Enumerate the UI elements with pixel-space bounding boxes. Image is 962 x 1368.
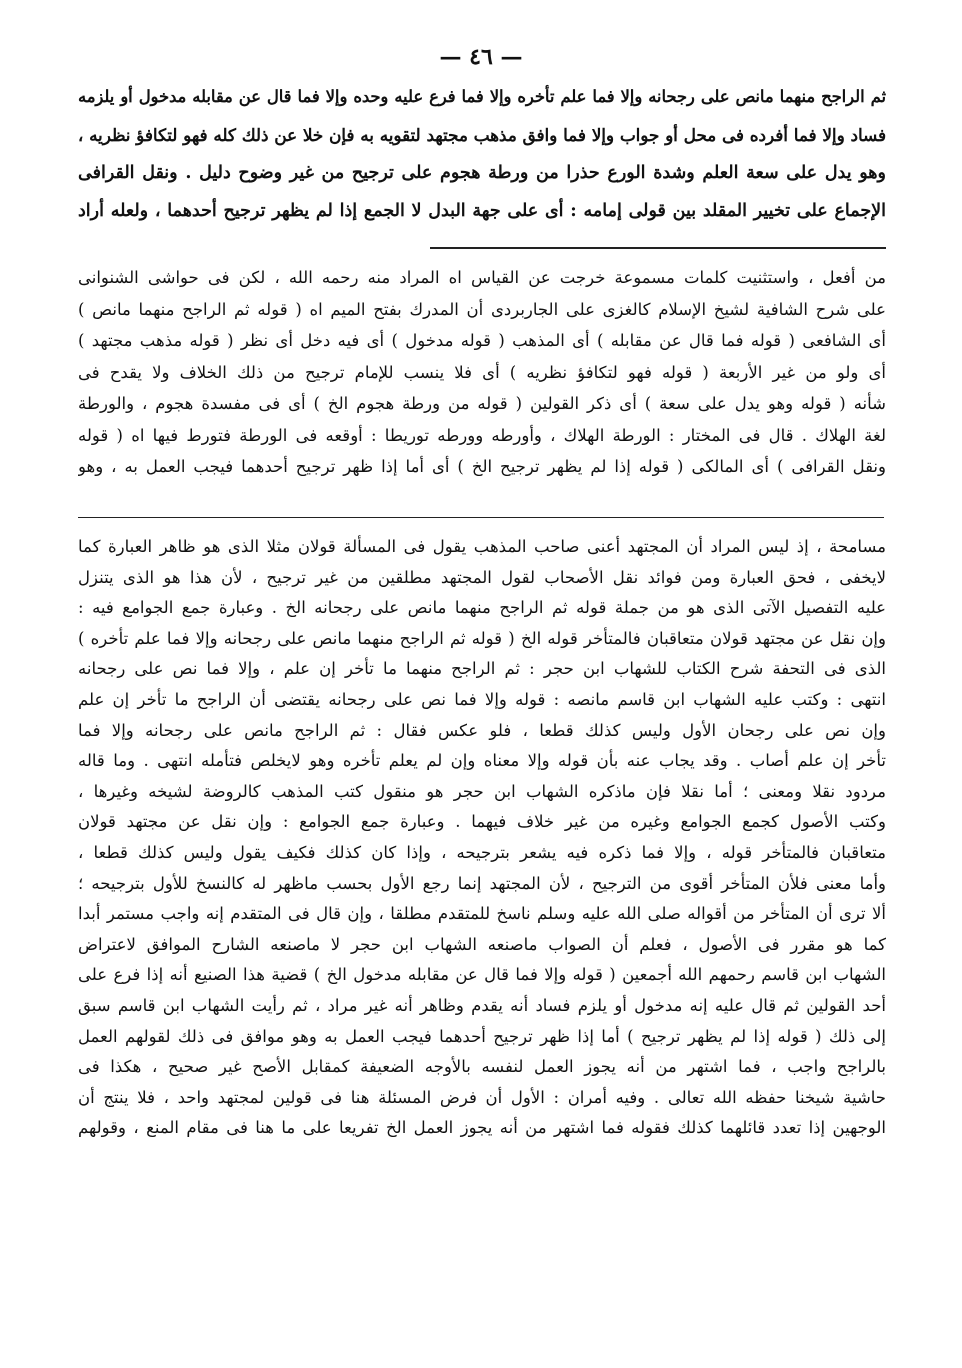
footnote-line: مردود نقلا ومعنى ؛ أما نقلا فإن ماذكره الشهاب ابن حجر هو منقول كتب المذهب كالروضة لشيخه وغيرها ،: [78, 781, 886, 801]
footnote-line: انتهى : وكتب عليه الشهاب ابن قاسم مانصه : قوله وإلا فما نص على رجحانه يقتضى أن الراجح ما تأخر إن علم: [78, 689, 886, 709]
footnote-line: وكتب الأصول كجمع الجوامع وغيره من غير خلاف فيهما . وعبارة جمع الجوامع : وإن نقل عن مجتهد قولان: [78, 812, 886, 832]
footnote-line: تأخر إن علم أصاب . وقد يجاب عنه بأن قوله وإلا معناه وإن لم يعلم تأخره وهو لايخلص فتأمله انتهى . وما قاله: [78, 751, 886, 771]
footnote-line: أى ولو من غير الأربعة ( قوله فهو لتكافؤ نظريه ) أى فلا ينسب للإمام ترجيح من ذلك الخلاف ولا يقدح فى: [78, 362, 886, 382]
footnote-line: أى الشافعى ( قوله فما قال عن مقابله ) أى المذهب ( قوله مدخول ) أى فيه دخل أى نظر ( قوله مذهب مجتهد ): [78, 331, 886, 350]
main-text-line: الإجماع على تخيير المقلد بين قولى إمامه : أى على جهة البدل لا الجمع إذا لم يظهر ترجيح أحدهما ، ولعله أراد: [78, 201, 886, 221]
main-text-block: [78, 78, 886, 230]
footnote-line: على شرح الشافية لشيخ الإسلام كالغزى على الجاربردى أن المدرك بفتح الميم اه ( قوله ثم الراجح منهما مانص ): [78, 299, 886, 319]
footnote-line: وإن نقل عن مجتهد قولان متعاقبان فالمتأخر قوله الخ ( قوله ثم الراجح منهما مانص على رجحانه وإلا فما علم تأخره ): [78, 628, 886, 648]
footnote-line: إلى ذلك ( قوله إذا لم يظهر ترجيح ) أما إذا ظهر ترجيح أحدهما فيجب العمل به وهو موافق فى ذلك لقولهم العمل: [78, 1026, 886, 1046]
footnote-line: من أفعل ، واستثنيت كلمات مسموعة خرجت عن القياس اه المراد منه رحمه الله ، لكن فى حواشى الشنوانى: [78, 268, 886, 287]
footnote-line: حاشية شيخنا حفظه الله تعالى . وفيه أمران : الأول أن فرض المسئلة هنا فى قولين لمجتهد واحد ، فلا ينتج أن: [78, 1087, 886, 1107]
footnote-line: لايخفى ، فحق العبارة ومن فوائد نقل الأصحاب لقول المجتهد مطلقين من غير ترجيح ، لأن هذا هو الذى يتنزل: [78, 567, 886, 587]
main-text-line: ثم الراجح منهما مانص على رجحانه وإلا فما علم تأخره وإلا فما فرع عليه وحده وإلا فما قال عن مقابله مدخول أو يلزمه: [78, 87, 886, 106]
footnote-block-1: [78, 262, 886, 483]
footnote-line: لغة الهلاك . قال فى المختار : الورطة الهلاك ، وأورطه وورطه توريطا : أوقعه فى الورطة فتورط فيها اه ( قوله: [78, 425, 886, 445]
footnote-separator: [430, 247, 886, 249]
footnote-line: أحد القولين ثم قال عليه إنه مدخول أو يلزم فساد أنه يقدم وظاهر أنه غير مراد ، ثم رأيت الشهاب ابن قاسم سبق: [78, 995, 886, 1015]
footnote-line: ألا ترى أن المتأخر من أقواله صلى الله عليه وسلم ناسخ للمتقدم مطلقا ، وإن قال فى المتقدم إنه واجب مستمر أبدا: [78, 904, 886, 924]
main-text-line: وهو يدل على سعة العلم وشدة الورع حذرا من ورطة هجوم على ترجيح من غير وضوح دليل . ونقل القرافى: [78, 163, 886, 183]
footnote-line: ونقل القرافى ) أى المالكى ( قوله إذا لم يظهر ترجيح الخ ) أى أما إذا ظهر ترجيح أحدهما فيجب العمل به ، وهو: [78, 457, 886, 476]
footnote-line: شأنه ( قوله وهو يدل على سعة ) أى ذكر القولين ( قوله من ورطة هجوم الخ ) أى فى مفسدة هجوم ، والورطة: [78, 394, 886, 413]
footnote-block-2: [78, 532, 886, 1144]
footnote-line: الوجهين إذا تعدد قائلهما كذلك فقوله فما اشتهر من أنه يجوز العمل الخ تفريعا على ما هنا فى مقام المنع ، وقولهم: [78, 1118, 886, 1138]
footnote-line: عليه التفصيل الآتى الذى هو من جملة قوله ثم الراجح منهما مانص على رجحانه الخ . وعبارة جمع الجوامع فيه :: [78, 598, 886, 618]
footnote-divider: [78, 517, 884, 518]
footnote-line: كما هو مقرر فى الأصول ، فعلم أن الصواب ماصنعه الشهاب ابن حجر لا ماصنعه الشارح الموافق لاعتراض: [78, 934, 886, 954]
footnote-line: الذى فى التحفة شرح الكتاب للشهاب ابن حجر : ثم الراجح منهما ما تأخر إن علم ، وإلا فما نص على رجحانه: [78, 659, 886, 679]
footnote-line: وإن نص على رجحان الأول وليس كذلك قطعا ، فلو عكس فقال : ثم الراجح مانص على رجحانه وإلا فما: [78, 720, 886, 740]
footnote-line: الشهاب ابن قاسم رحمهم الله أجمعين ( قوله وإلا فما قال عن مقابله مدخول الخ ) قضية هذا الصنيع أنه إذا فرع على: [78, 965, 886, 985]
page-number: — ٤٦ —: [439, 44, 523, 70]
footnote-line: مسامحة ، إذ ليس المراد أن المجتهد أعنى صاحب المذهب يقول فى المسألة قولان مثلا الذى هو ظاهر العبارة كما: [78, 537, 886, 556]
main-text-line: فساد وإلا فما أفرده فى محل أو جواب وإلا فما وافق مذهب مجتهد لتقويه به فإن خلا عن ذلك كله فهو لتكافؤ نظريه ،: [78, 125, 886, 145]
footnote-line: بالراجح واجب ، فما اشتهر من أنه يجوز العمل لنفسه بالأوجه الضعيفة كمقابل الأصح غير صحيح ، هكذا فى: [78, 1057, 886, 1077]
footnote-line: متعاقبان فالمتأخر قوله ، وإلا فما ذكره فيه يشعر بترجيحه ، وإذا كان كذلك فكيف يقول وليس كذلك قطعا ،: [78, 842, 886, 862]
footnote-line: وأما معنى فلأن المتأخر أقوى من الترجيح ، لأن المجتهد إنما رجع الأول بحسب ماظهر له كالنسخ للأول بترجيحه ؛: [78, 873, 886, 893]
